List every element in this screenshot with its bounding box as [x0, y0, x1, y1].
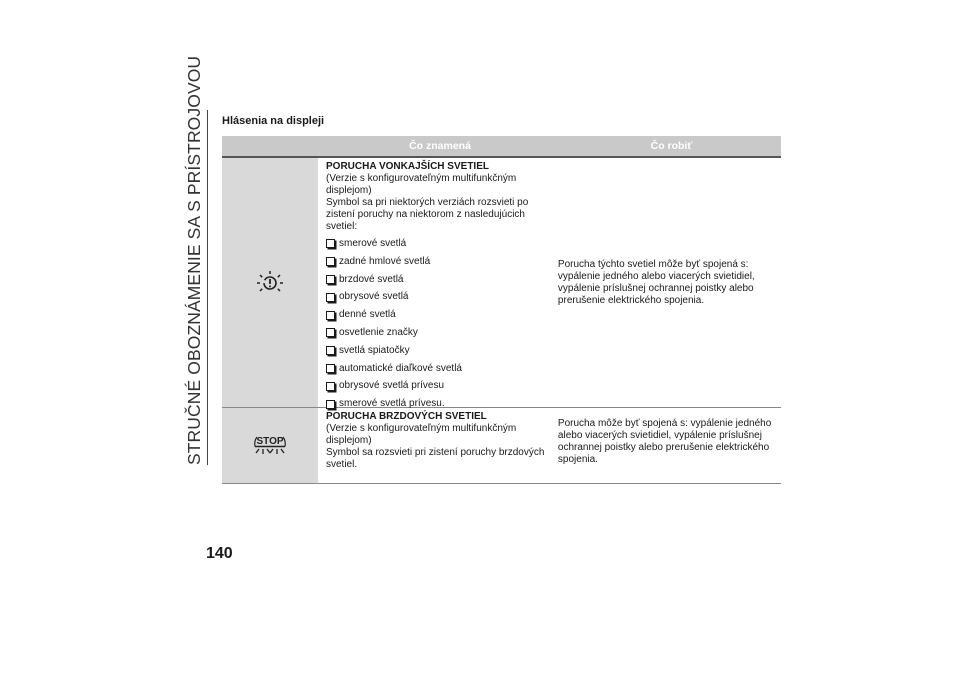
- checkbox-bullet-icon: [326, 239, 335, 248]
- action-cell: [558, 158, 781, 407]
- list-item: automatické diaľkové svetlá: [326, 360, 550, 378]
- svg-text:STOP: STOP: [256, 435, 284, 447]
- list-item: brzdové svetlá: [326, 271, 550, 289]
- icon-cell: [222, 408, 318, 483]
- message-description: Symbol sa pri niektorých verziách rozsvieti po zistení poruchy na niektorom z nasledujúcich svetiel:: [326, 197, 529, 232]
- table-row: [222, 158, 781, 408]
- icon-cell: [222, 158, 318, 407]
- messages-table: [222, 136, 781, 484]
- checkbox-bullet-icon: [326, 328, 335, 337]
- list-item: smerové svetlá prívesu.: [326, 395, 550, 413]
- list-item: obrysové svetlá prívesu: [326, 377, 550, 395]
- checkbox-bullet-icon: [326, 346, 335, 355]
- action-cell: [558, 408, 781, 483]
- message-title: PORUCHA VONKAJŠÍCH SVETIEL: [326, 161, 489, 172]
- message-subtitle: (Verzie s konfigurovateľným multifunkčným displejom): [326, 173, 517, 196]
- checkbox-bullet-icon: [326, 275, 335, 284]
- meaning-cell: [318, 158, 558, 410]
- section-title: Hlásenia na displeji: [222, 115, 325, 127]
- table-header: [222, 136, 781, 158]
- brake-light-fault-icon: [253, 433, 287, 459]
- chapter-title: STRUČNÉ OBOZNÁMENIE SA S PRÍSTROJOVOU: [184, 55, 204, 465]
- page-number: 140: [206, 545, 233, 562]
- list-item: zadné hmlové svetlá: [326, 253, 550, 271]
- exterior-light-fault-icon: [255, 270, 285, 296]
- list-item: osvetlenie značky: [326, 324, 550, 342]
- table-row: [222, 408, 781, 484]
- list-item: smerové svetlá: [326, 235, 550, 253]
- light-list: [326, 235, 550, 413]
- checkbox-bullet-icon: [326, 364, 335, 373]
- checkbox-bullet-icon: [326, 311, 335, 320]
- message-title: PORUCHA BRZDOVÝCH SVETIEL: [326, 411, 487, 422]
- header-icon-column: [222, 136, 318, 156]
- meaning-cell: [318, 408, 558, 483]
- checkbox-bullet-icon: [326, 293, 335, 302]
- action-text: Porucha týchto svetiel môže byť spojená s: vypálenie jedného alebo viacerých svietidiel, vypálenie príslušnej ochrannej poistky alebo prerušenie elektrického spojenia.: [557, 258, 755, 306]
- checkbox-bullet-icon: [326, 382, 335, 391]
- header-meaning: Čo znamená: [409, 140, 471, 152]
- chapter-divider: [207, 110, 208, 465]
- message-description: Symbol sa rozsvieti pri zistení poruchy brzdových svetiel.: [326, 447, 545, 470]
- list-item: svetlá spiatočky: [326, 342, 550, 360]
- header-action: Čo robiť: [650, 140, 693, 152]
- list-item: denné svetlá: [326, 306, 550, 324]
- action-text: Porucha môže byť spojená s: vypálenie jedného alebo viacerých svietidiel, vypálenie príslušnej ochrannej poistky alebo prerušenie elektrického spojenia.: [557, 418, 772, 465]
- list-item: obrysové svetlá: [326, 288, 550, 306]
- checkbox-bullet-icon: [326, 257, 335, 266]
- message-subtitle: (Verzie s konfigurovateľným multifunkčným displejom): [326, 423, 517, 446]
